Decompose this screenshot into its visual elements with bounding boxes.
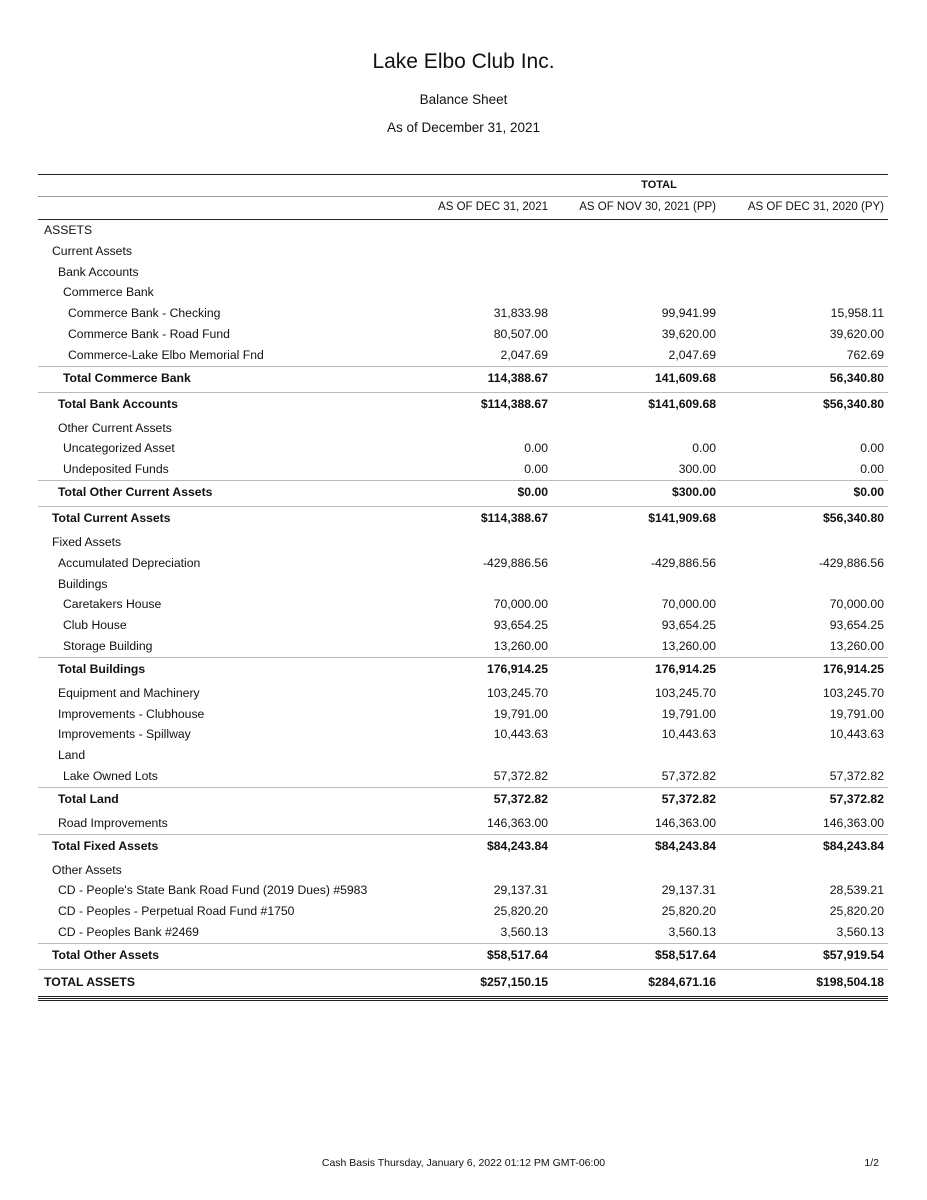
row-value: 3,560.13 (668, 924, 716, 939)
column-group-label: TOTAL (641, 179, 677, 191)
row-value: 39,620.00 (661, 326, 716, 341)
total-row (38, 657, 888, 680)
grand-total-double-rule (38, 996, 888, 1001)
report-date: As of December 31, 2021 (386, 120, 541, 135)
row-value: 15,958.11 (830, 306, 884, 321)
row-label: Other Assets (52, 862, 122, 877)
row-value: 3,560.13 (836, 924, 884, 939)
row-value: 93,654.25 (661, 618, 716, 633)
page-number: 1/2 (864, 1157, 879, 1169)
row-label: Fixed Assets (52, 534, 122, 549)
table-row (38, 766, 888, 787)
row-value: $58,517.64 (487, 947, 548, 962)
total-row (38, 366, 888, 389)
row-value: 114,388.67 (487, 370, 548, 385)
row-value: 29,137.31 (661, 883, 716, 898)
row-label: Total Current Assets (52, 510, 171, 525)
table-row (38, 345, 888, 366)
row-value: 57,372.82 (829, 768, 884, 783)
total-row (38, 834, 888, 857)
row-value: -429,886.56 (482, 555, 548, 570)
row-value: -429,886.56 (650, 555, 716, 570)
row-value: $114,388.67 (480, 510, 548, 525)
row-value: $141,909.68 (648, 510, 716, 525)
row-value: 0.00 (860, 441, 884, 456)
table-row (38, 880, 888, 901)
row-label: Club House (63, 618, 127, 633)
row-label: Bank Accounts (58, 264, 139, 279)
row-value: $300.00 (671, 484, 716, 499)
section-row (38, 282, 888, 303)
row-value: 57,372.82 (493, 791, 548, 806)
row-label: Total Fixed Assets (52, 838, 159, 853)
row-value: 56,340.80 (829, 370, 884, 385)
row-label: Total Other Current Assets (58, 484, 213, 499)
row-value: 0.00 (860, 462, 884, 477)
table-row (38, 615, 888, 636)
row-label: Total Buildings (58, 661, 146, 676)
table-row (38, 922, 888, 943)
row-value: -429,886.56 (818, 555, 884, 570)
row-value: 39,620.00 (829, 326, 884, 341)
row-label: Total Other Assets (52, 947, 160, 962)
row-value: 25,820.20 (661, 904, 716, 919)
row-label: CD - Peoples Bank #2469 (58, 924, 199, 939)
section-row (38, 418, 888, 439)
row-value: 10,443.63 (829, 727, 884, 742)
section-row (38, 745, 888, 766)
row-label: CD - Peoples - Perpetual Road Fund #1750 (58, 904, 295, 919)
row-value: 57,372.82 (661, 791, 716, 806)
row-value: $58,517.64 (655, 947, 716, 962)
row-value: 25,820.20 (829, 904, 884, 919)
balance-sheet-table (38, 174, 888, 1001)
table-row (38, 459, 888, 480)
row-label: Land (58, 748, 86, 763)
row-value: 93,654.25 (829, 618, 884, 633)
row-label: Improvements - Clubhouse (58, 706, 205, 721)
row-value: 31,833.98 (493, 306, 548, 321)
row-label: Equipment and Machinery (58, 685, 200, 700)
row-label: Road Improvements (58, 815, 168, 830)
row-value: $141,609.68 (648, 396, 716, 411)
row-value: 28,539.21 (829, 883, 884, 898)
table-row (38, 594, 888, 615)
row-label: Commerce Bank - Road Fund (68, 326, 230, 341)
row-label: Commerce-Lake Elbo Memorial Fnd (68, 347, 264, 362)
row-label: Commerce Bank - Checking (68, 306, 221, 321)
section-row (38, 574, 888, 595)
row-value: $57,919.54 (823, 947, 884, 962)
column-header-nov-2021: AS OF NOV 30, 2021 (PP) (579, 201, 716, 213)
column-group-header (38, 175, 888, 196)
row-label: Lake Owned Lots (63, 768, 158, 783)
table-row (38, 636, 888, 657)
row-label: Caretakers House (63, 597, 162, 612)
row-value: 176,914.25 (655, 661, 716, 676)
report-title: Balance Sheet (419, 92, 508, 107)
row-value: 19,791.00 (661, 706, 716, 721)
row-value: 13,260.00 (661, 638, 716, 653)
total-row (38, 392, 888, 415)
column-header-dec-2020: AS OF DEC 31, 2020 (PY) (747, 201, 884, 213)
row-label: CD - People's State Bank Road Fund (2019 Dues) #5983 (58, 883, 368, 898)
row-value: 103,245.70 (655, 685, 716, 700)
row-value: 29,137.31 (493, 883, 548, 898)
row-value: 80,507.00 (493, 326, 548, 341)
row-value: 141,609.68 (655, 370, 716, 385)
section-row (38, 532, 888, 553)
row-value: 93,654.25 (493, 618, 548, 633)
row-value: 13,260.00 (829, 638, 884, 653)
table-row (38, 901, 888, 922)
row-value: 2,047.69 (500, 347, 548, 362)
row-label: Improvements - Spillway (58, 727, 191, 742)
row-value: 0.00 (692, 441, 716, 456)
row-value: 13,260.00 (493, 638, 548, 653)
row-label: Total Commerce Bank (63, 370, 191, 385)
report-footer-basis: Cash Basis Thursday, January 6, 2022 01:12 PM GMT-06:00 (321, 1157, 606, 1169)
row-value: 762.69 (846, 347, 884, 362)
row-value: 103,245.70 (487, 685, 548, 700)
table-row (38, 724, 888, 745)
table-row (38, 553, 888, 574)
section-row (38, 241, 888, 262)
table-row (38, 704, 888, 725)
row-value: $84,243.84 (655, 838, 716, 853)
column-headers (38, 196, 888, 220)
row-label: Other Current Assets (58, 420, 172, 435)
row-value: 146,363.00 (823, 815, 884, 830)
row-label: Buildings (58, 576, 108, 591)
total-row (38, 787, 888, 810)
row-value: 99,941.99 (661, 306, 716, 321)
row-label: Uncategorized Asset (63, 441, 175, 456)
row-label: Commerce Bank (63, 285, 154, 300)
section-row (38, 860, 888, 881)
row-value: 3,560.13 (500, 924, 548, 939)
row-value: 176,914.25 (487, 661, 548, 676)
row-value: 10,443.63 (661, 727, 716, 742)
row-value: 19,791.00 (493, 706, 548, 721)
row-label: Total Bank Accounts (58, 396, 178, 411)
row-value: 57,372.82 (661, 768, 716, 783)
section-row (38, 220, 888, 241)
row-value: 57,372.82 (829, 791, 884, 806)
row-label: Current Assets (52, 243, 132, 258)
row-value: $84,243.84 (823, 838, 884, 853)
row-value: $0.00 (517, 484, 548, 499)
row-value: $56,340.80 (823, 396, 884, 411)
row-value: $284,671.16 (648, 974, 716, 989)
column-header-dec-2021: AS OF DEC 31, 2021 (438, 201, 548, 213)
table-row (38, 324, 888, 345)
row-value: 103,245.70 (823, 685, 884, 700)
table-row (38, 303, 888, 324)
total-row (38, 943, 888, 966)
row-value: 57,372.82 (493, 768, 548, 783)
row-value: 19,791.00 (829, 706, 884, 721)
table-row (38, 683, 888, 704)
row-value: $0.00 (853, 484, 884, 499)
row-value: $56,340.80 (823, 510, 884, 525)
row-value: 70,000.00 (661, 597, 716, 612)
total-row (38, 506, 888, 529)
row-value: 300.00 (678, 462, 716, 477)
row-value: 25,820.20 (493, 904, 548, 919)
row-value: 176,914.25 (823, 661, 884, 676)
row-label: Storage Building (63, 638, 153, 653)
section-row (38, 262, 888, 283)
row-label: Undeposited Funds (63, 462, 169, 477)
row-value: 0.00 (524, 462, 548, 477)
total-row (38, 480, 888, 503)
row-label: Total Land (58, 791, 119, 806)
row-value: 146,363.00 (487, 815, 548, 830)
row-value: 0.00 (524, 441, 548, 456)
row-value: 2,047.69 (668, 347, 716, 362)
row-value: 10,443.63 (493, 727, 548, 742)
table-row (38, 813, 888, 834)
company-name: Lake Elbo Club Inc. (372, 50, 555, 73)
row-value: 146,363.00 (655, 815, 716, 830)
row-label: ASSETS (44, 223, 93, 237)
row-value: 70,000.00 (493, 597, 548, 612)
row-label: TOTAL ASSETS (44, 974, 135, 989)
row-value: $257,150.15 (480, 974, 548, 989)
row-value: $198,504.18 (816, 974, 884, 989)
row-value: $84,243.84 (487, 838, 548, 853)
table-body (38, 220, 888, 1001)
row-label: Accumulated Depreciation (58, 555, 201, 570)
row-value: $114,388.67 (480, 396, 548, 411)
row-value: 70,000.00 (829, 597, 884, 612)
table-row (38, 438, 888, 459)
total-row (38, 969, 888, 994)
